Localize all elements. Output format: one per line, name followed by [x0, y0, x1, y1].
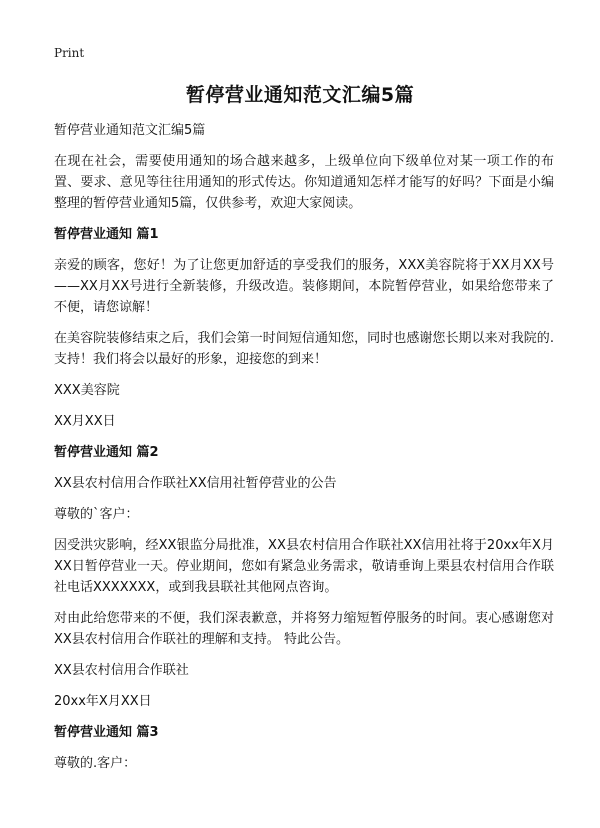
paragraph: 对由此给您带来的不便，我们深表歉意，并将努力缩短暂停服务的时间。衷心感谢您对XX县农村信用合作联社的理解和支持。 特此公告。 [54, 611, 554, 647]
signature: XX县农村信用合作联社 [54, 663, 189, 678]
subtitle: 暂停营业通知范文汇编5篇 [54, 123, 206, 138]
paragraph: XX县农村信用合作联社XX信用社暂停营业的公告 [54, 476, 337, 491]
document-body [54, 120, 554, 784]
document-title: 暂停营业通知范文汇编5篇 [185, 84, 415, 106]
paragraph: 亲爱的顾客，您好！为了让您更加舒适的享受我们的服务，XXX美容院将于XX月XX号——XX月XX号进行全新装修，升级改造。装修期间，本院暂停营业，如果给您带来了不便，请您谅解！ [54, 258, 554, 315]
print-label[interactable]: Print [54, 46, 85, 60]
paragraph: 因受洪灾影响，经XX银监分局批准，XX县农村信用合作联社XX信用社将于20xx年X月XX日暂停营业一天。停业期间，您如有紧急业务需求，敬请垂询上栗县农村信用合作联社电话XXXXXXX，或到我县联社其他网点咨询。 [54, 538, 554, 595]
section-heading: 暂停营业通知 篇1 [54, 227, 159, 242]
section-3 [54, 722, 554, 774]
section-heading: 暂停营业通知 篇3 [54, 725, 159, 740]
date: XX月XX日 [54, 414, 116, 429]
section-1 [54, 224, 554, 432]
salutation: 尊敬的.客户： [54, 756, 137, 771]
intro-paragraph: 在现在社会，需要使用通知的场合越来越多，上级单位向下级单位对某一项工作的布置、要求、意见等往往用通知的形式传达。你知道通知怎样才能写的好吗？下面是小编整理的暂停营业通知5篇，仅供参考，欢迎大家阅读。 [54, 154, 554, 211]
signature: XXX美容院 [54, 383, 120, 398]
date: 20xx年X月XX日 [54, 694, 152, 709]
section-heading: 暂停营业通知 篇2 [54, 445, 159, 460]
paragraph: 在美容院装修结束之后，我们会第一时间短信通知您，同时也感谢您长期以来对我院的.支持！我们将会以最好的形象，迎接您的到来！ [54, 331, 554, 367]
salutation: 尊敬的`客户： [54, 507, 139, 522]
section-2 [54, 442, 554, 712]
